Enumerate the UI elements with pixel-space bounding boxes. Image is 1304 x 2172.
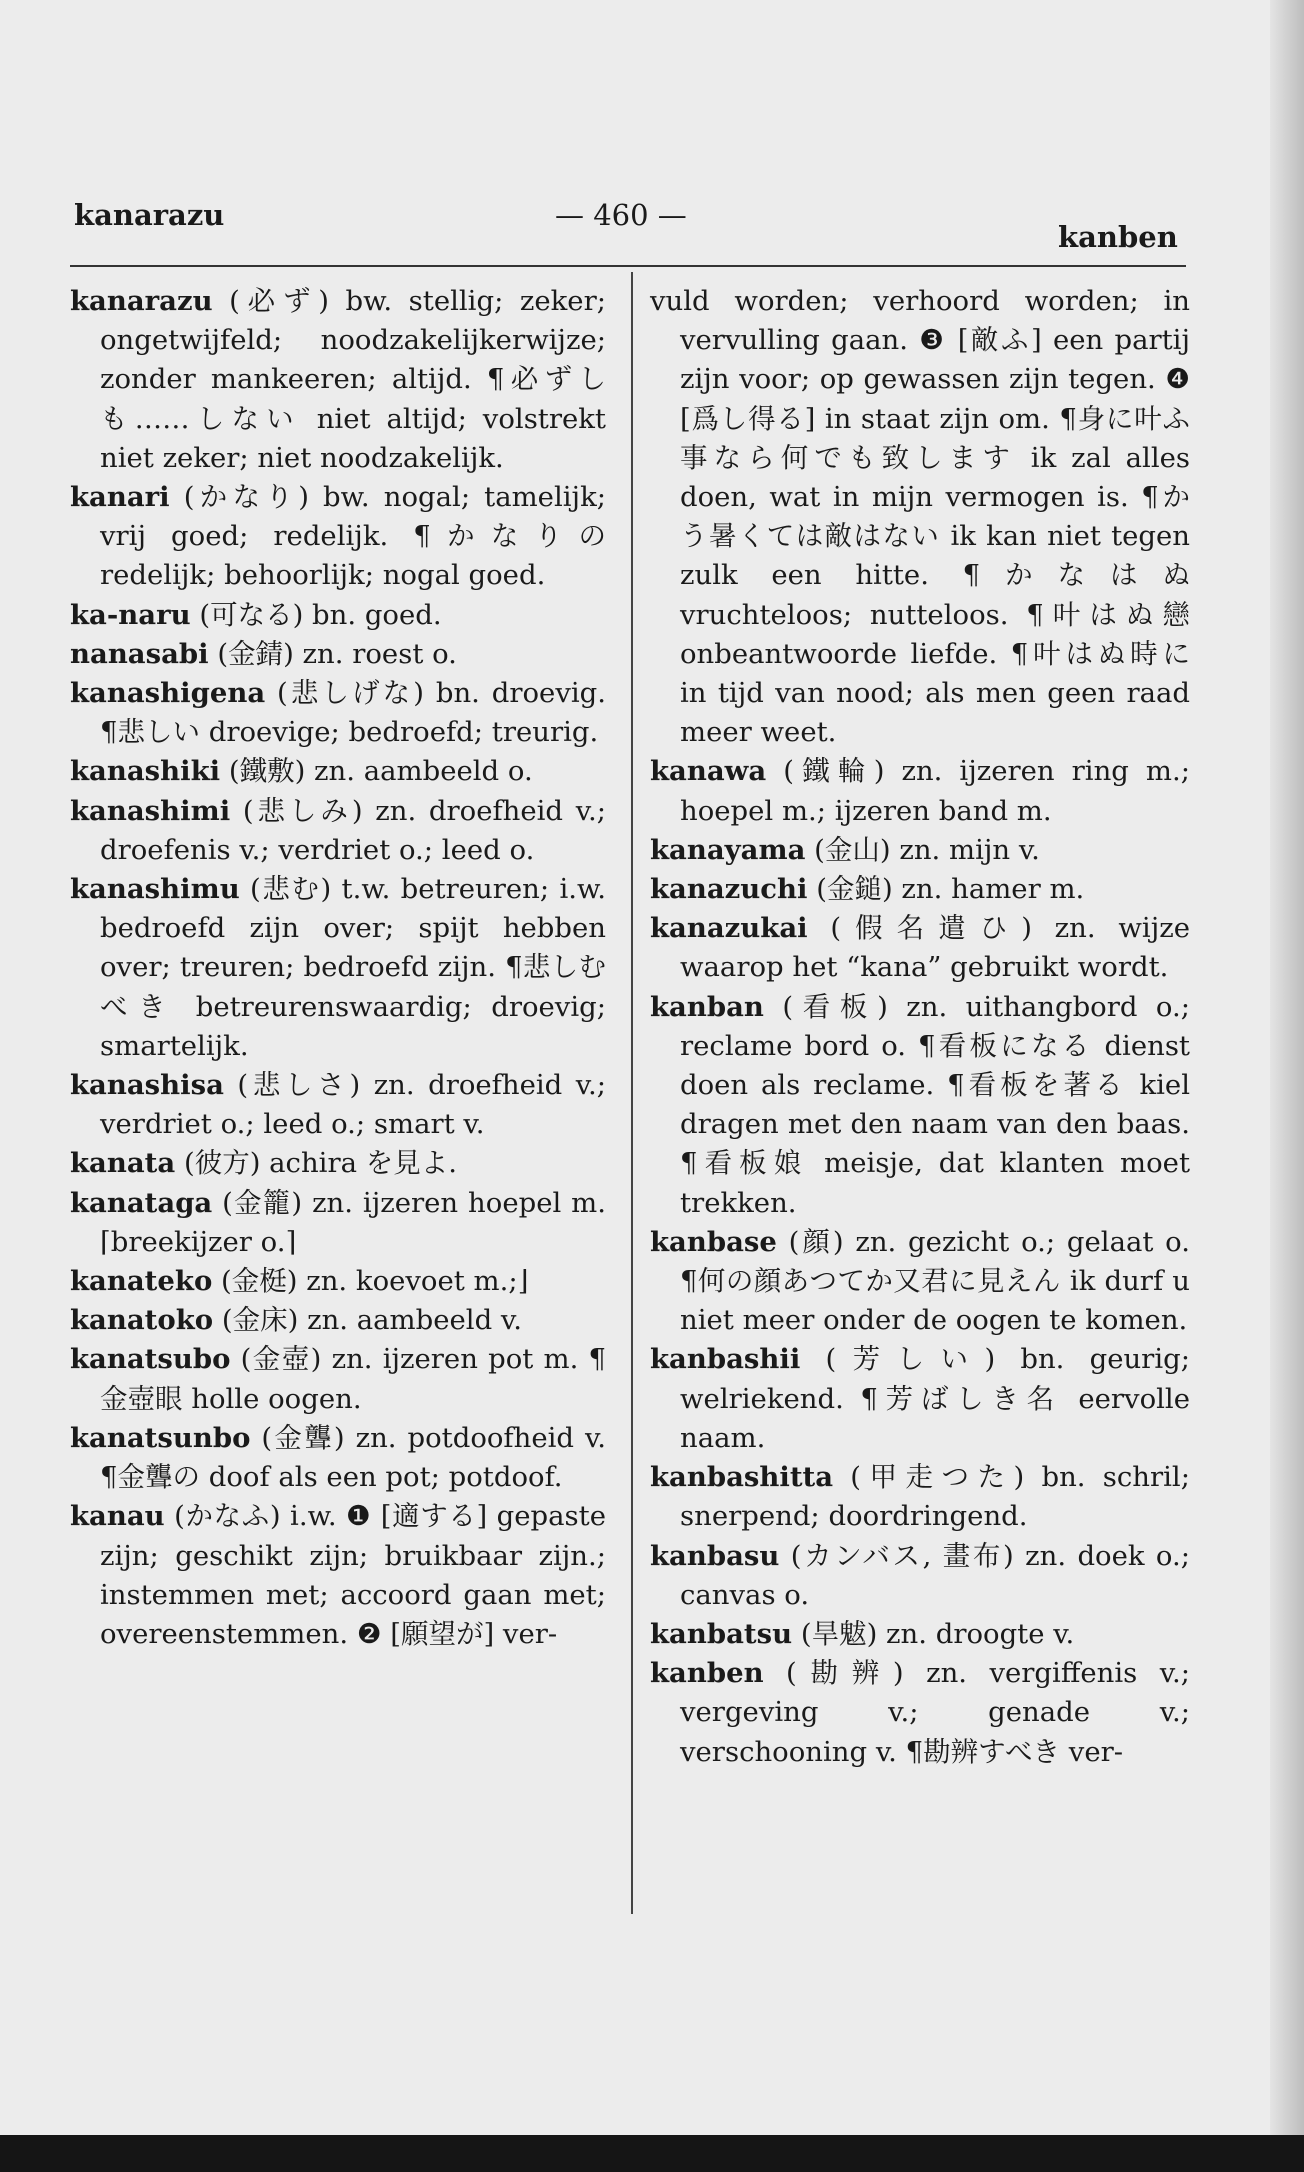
dictionary-entry [650,988,1190,1223]
entry-text: vuld worden; verhoord worden; in vervulling gaan. ❸ [敵ふ] een partij zijn voor; op gewassen zijn tegen. ❹ [爲し得る] in staat zijn om. ¶身に叶ふ事なら何でも致します ik zal alles doen, wat in mijn vermogen is. ¶かう暑くては敵はない ik kan niet tegen zulk een hitte. ¶かなはぬ vruchteloos; nutteloos. ¶叶はぬ戀 onbeantwoorde liefde. ¶叶はぬ時に in tijd van nood; als men geen raad meer weet. [650,285,1190,749]
dictionary-entry [650,1458,1190,1536]
dictionary-entry [650,1654,1190,1772]
dictionary-entry [70,1497,606,1654]
entry-headword: kanari [70,481,170,514]
entry-headword: kanbatsu [650,1617,793,1650]
dictionary-entry [70,752,606,791]
entry-text: (金鎚) zn. hamer m. [807,873,1085,906]
entry-text: (看板) zn. uithangbord o.; reclame bord o. ¶看板になる dienst doen als reclame. ¶看板を著る kiel dragen met den naam van den baas. ¶看板娘 meisje, dat klanten moet trekken. [680,990,1190,1219]
entry-text: (假名遣ひ) zn. wijze waarop het “kana” gebruikt wordt. [680,912,1190,984]
entry-text: (鐵輪) zn. ijzeren ring m.; hoepel m.; ijzeren band m. [680,755,1190,827]
entry-text: (悲しげな) bn. droevig. ¶悲しい droevige; bedroefd; treurig. [100,677,606,749]
entry-text: (甲走つた) bn. schril; snerpend; doordringend. [680,1461,1190,1533]
dictionary-entry [70,1340,606,1418]
dictionary-entry [650,870,1190,909]
dictionary-entry [70,596,606,635]
entry-headword: kanashigena [70,677,266,710]
entry-text: (かなり) bw. nogal; tamelijk; vrij goed; redelijk. ¶かなりの redelijk; behoorlijk; nogal goed. [100,481,606,592]
entry-headword: kanashiki [70,755,221,788]
entry-headword: kanazukai [650,912,808,945]
page-header [0,198,1270,258]
entry-text: (金聾) zn. potdoofheid v. ¶金聾の doof als een pot; potdoof. [100,1421,606,1494]
dictionary-entry [70,478,606,596]
entry-headword: kanataga [70,1186,213,1219]
dictionary-entry [650,752,1190,830]
entry-text: (カンバス, 畫布) zn. doek o.; canvas o. [680,1539,1190,1611]
entry-headword: kanatsubo [70,1343,231,1376]
dictionary-entry [650,1615,1190,1654]
entry-headword: kanata [70,1147,176,1180]
dictionary-entry [650,1223,1190,1341]
entry-text: (金籠) zn. ijzeren hoepel m. ⌈breekijzer o.⌉ [100,1186,606,1258]
header-left-guideword: kanarazu [74,198,225,232]
entry-text: (芳しい) bn. geurig; welriekend. ¶芳ばしき名 eervolle naam. [680,1343,1190,1454]
entry-headword: kanau [70,1500,165,1533]
entry-text: (悲しみ) zn. droefheid v.; droefenis v.; verdriet o.; leed o. [100,794,606,866]
entry-headword: kanarazu [70,285,213,317]
entry-headword: kanayama [650,833,806,866]
entry-text: (必ず) bw. stellig; zeker; ongetwijfeld; noodzakelijkerwijze; zonder mankeeren; altijd. ¶必ずしも……しない niet altijd; volstrekt niet zeker; niet noodzakelijk. [100,285,606,474]
left-column [70,282,606,1654]
header-right-guideword: kanben [1058,220,1178,254]
dictionary-entry [70,1144,606,1183]
scan-bottom-border [0,2135,1304,2172]
entry-headword: kanashimi [70,794,231,827]
entry-headword: kanbase [650,1225,777,1258]
entry-text: (鐵敷) zn. aambeeld o. [220,755,533,788]
dictionary-entry [70,282,606,478]
dictionary-entry [70,792,606,870]
right-column [650,282,1190,1772]
dictionary-entry [650,909,1190,987]
dictionary-entry [70,1184,606,1262]
entry-headword: ka-naru [70,598,191,631]
entry-headword: kanawa [650,755,767,788]
entry-text: (旱魃) zn. droogte v. [792,1617,1075,1650]
dictionary-entry [70,674,606,752]
entry-headword: kanbashitta [650,1461,834,1494]
entry-text: (勘辨) zn. vergiffenis v.; vergeving v.; genade v.; verschooning v. ¶勘辨すべき ver- [680,1657,1190,1768]
page-edge-shadow [1270,0,1304,2135]
page-number: — 460 — [555,198,687,232]
dictionary-entry-continued [650,282,1190,752]
entry-text: (金錆) zn. roest o. [208,637,457,670]
dictionary-entry [70,635,606,674]
dictionary-entry [70,1066,606,1144]
entry-headword: kanazuchi [650,873,808,906]
entry-headword: kanateko [70,1265,213,1298]
dictionary-entry [70,1419,606,1497]
dictionary-entry [70,1301,606,1340]
entry-headword: kanben [650,1657,764,1690]
entry-headword: kanbashii [650,1343,801,1376]
entry-text: (悲む) t.w. betreuren; i.w. bedroefd zijn over; spijt hebben over; treuren; bedroefd zijn. ¶悲しむべき betreurenswaardig; droevig; smartelijk. [100,873,606,1062]
entry-headword: kanban [650,990,764,1023]
dictionary-entry [650,1537,1190,1615]
entry-text: (金山) zn. mijn v. [805,833,1040,866]
entry-text: (悲しさ) zn. droefheid v.; verdriet o.; leed o.; smart v. [100,1069,606,1141]
entry-text: (顔) zn. gezicht o.; gelaat o. ¶何の顔あつてか又君に見えん ik durf u niet meer onder de oogen te komen. [680,1225,1190,1337]
entry-headword: kanatsunbo [70,1421,251,1454]
entry-text: (金壺) zn. ijzeren pot m. ¶金壺眼 holle oogen. [100,1343,606,1415]
dictionary-entry [650,831,1190,870]
column-divider [631,272,633,1914]
entry-headword: kanbasu [650,1539,780,1572]
dictionary-entry [650,1340,1190,1458]
entry-headword: nanasabi [70,637,209,670]
entry-text: (彼方) achira を見よ. [175,1147,457,1180]
entry-text: (可なる) bn. goed. [190,598,442,631]
dictionary-entry [70,1262,606,1301]
header-rule [70,265,1186,267]
entry-headword: kanashisa [70,1069,224,1102]
entry-headword: kanatoko [70,1304,214,1337]
dictionary-entry [70,870,606,1066]
entry-headword: kanashimu [70,873,240,906]
entry-text: (金梃) zn. koevoet m.;⌋ [212,1265,529,1298]
entry-text: (金床) zn. aambeeld v. [213,1304,522,1337]
entry-text: (かなふ) i.w. ❶ [適する] gepaste zijn; geschikt zijn; bruikbaar zijn.; instemmen met; accoord gaan met; overeenstemmen. ❷ [願望が] ver- [100,1500,606,1650]
